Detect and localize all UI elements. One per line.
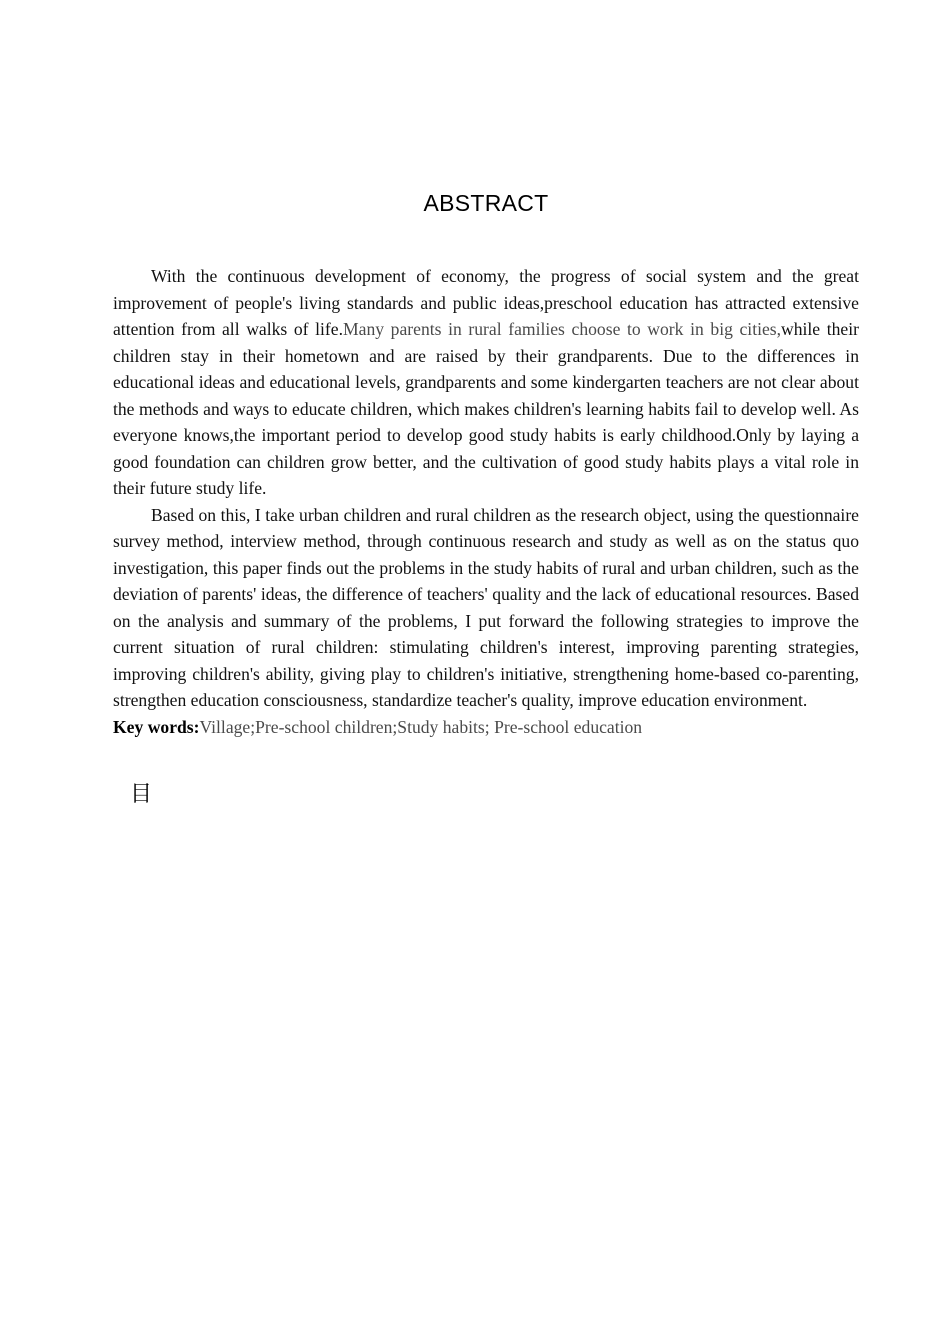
keywords-label: Key words: [113, 716, 200, 737]
keywords-value: Village;Pre-school children;Study habits; Pre-school education [199, 716, 643, 737]
abstract-title: ABSTRACT [423, 190, 549, 216]
paragraph-1-text-a: With the continuous development of economy, the progress of social system and the great improvement of people's living standards and public ideas,preschool education has attracted extensive attention from all walks of life. [113, 266, 859, 339]
keywords-line [113, 714, 859, 741]
table-of-contents-fragment: 目 [130, 782, 153, 807]
paragraph-1-text-b: while their children stay in their hometown and are raised by their grandparents. Due to the differences in educational ideas and educational levels, grandparents and some kindergarten teachers are not clear about the methods and ways to educate children, which makes children's learning habits fail to develop well. As everyone knows,the important period to develop good study habits is early childhood.Only by laying a good foundation can children grow better, and the cultivation of good study habits plays a vital role in their future study life. [113, 319, 859, 498]
abstract-paragraph-2: Based on this, I take urban children and rural children as the research object, using the questionnaire survey method, interview method, through continuous research and study as well as on the status quo investigation, this paper finds out the problems in the study habits of rural and urban children, such as the deviation of parents' ideas, the difference of teachers' quality and the lack of educational resources. Based on the analysis and summary of the problems, I put forward the following strategies to improve the current situation of rural children: stimulating children's interest, improving parenting strategies, improving children's ability, giving play to children's initiative, strengthening home-based co-parenting, strengthen education consciousness, standardize teacher's quality, improve education environment. [113, 504, 859, 710]
paragraph-1-text-highlight: Many parents in rural families choose to work in big cities, [343, 319, 782, 339]
abstract-body [113, 263, 859, 740]
abstract-paragraph-1 [113, 263, 859, 502]
